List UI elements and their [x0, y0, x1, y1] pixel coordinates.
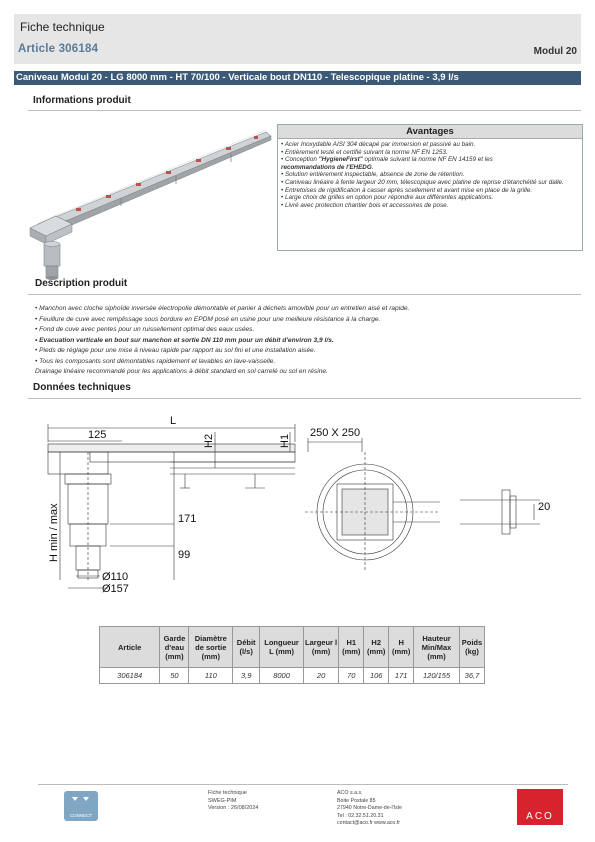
- footer-divider: [38, 784, 568, 785]
- section-divider: [28, 110, 581, 111]
- dim-L: L: [170, 415, 177, 427]
- footer-line: Tel : 02.32.51.20.31: [337, 812, 384, 819]
- advantage-text: optimale suivant la norme NF EN 14159 et les: [364, 156, 493, 164]
- description-line: • Pieds de réglage pour une mise à niveau rapide par rapport au sol fini et une installation aisée.: [35, 347, 316, 354]
- specification-table: [99, 626, 485, 684]
- section-description-heading: Description produit: [35, 278, 128, 289]
- table-cell: 3,9: [233, 668, 260, 684]
- table-row: [100, 668, 485, 684]
- section-info-heading: Informations produit: [33, 95, 131, 106]
- list-item: • Acier Inoxydable AISI 304 décapé par immersion et passivé au bain.: [281, 141, 476, 148]
- footer-line: Fiche technique: [208, 790, 247, 796]
- list-item: • Caniveau linéaire à fente largeur 20 mm, télescopique avec platine de reprise d'étanchéité sur dalle.: [281, 178, 564, 186]
- list-item: • Livré avec protection chantier bois et accessoires de pose.: [281, 201, 449, 209]
- footer-line: SWEG-PIM: [208, 797, 237, 804]
- connect-logo: [64, 791, 98, 821]
- description-line: Drainage linéaire recommandé pour les applications à débit standard en sol carrelé ou sol en résine.: [35, 368, 328, 375]
- dim-H2: H2: [203, 433, 215, 448]
- advantages-box: [277, 124, 583, 251]
- section-divider: [28, 398, 581, 399]
- advantage-bold: recommandations de l'EHEDG: [281, 163, 372, 171]
- advantage-text: Acier Inoxydable AISI 304 décapé par immersion et passivé au bain.: [284, 141, 476, 148]
- footer-document-info: [208, 790, 258, 813]
- dim-top-size: 250 X 250: [310, 427, 361, 439]
- aco-logo: [517, 789, 563, 825]
- table-header: H1 (mm): [339, 627, 364, 668]
- table-cell: 36,7: [459, 668, 484, 684]
- table-cell: 110: [189, 668, 233, 684]
- section-technical-heading: Données techniques: [33, 382, 131, 393]
- table-header: Largeur l (mm): [303, 627, 338, 668]
- product-title-bar: Caniveau Modul 20 - LG 8000 mm - HT 70/100 - Verticale bout DN110 - Telescopique platine - 3,9 l/s: [14, 71, 581, 85]
- advantages-list: [278, 139, 582, 211]
- advantage-text: Solution entièrement inspectable, absence de zone de rétention.: [284, 171, 465, 179]
- description-line: • Feuillure de cuve avec remplissage sous bordure en EPDM posé en usine pour une meilleure résistance à la charge.: [35, 315, 381, 323]
- technical-drawing: [40, 412, 560, 602]
- product-range: Modul 20: [533, 46, 577, 57]
- document-title: Fiche technique: [20, 20, 105, 34]
- connect-logo-text: CONNECT: [69, 813, 93, 818]
- table-cell: 20: [303, 668, 338, 684]
- footer-company-info: [337, 790, 402, 828]
- advantage-text: Entièrement testé et certifié suivant la norme NF EN 1253.: [284, 148, 448, 156]
- dim-hminmax: H min / max: [48, 503, 60, 562]
- dim-157: Ø157: [102, 583, 129, 595]
- footer-line: 27940 Notre-Dame-de-l'Isle: [337, 805, 402, 812]
- description-line: • Evacuation verticale en bout sur manchon et sortie DN 110 mm pour un débit d'environ 3,9 l/s.: [35, 336, 334, 344]
- table-header: Débit (l/s): [233, 627, 260, 668]
- advantage-text: Caniveau linéaire à fente largeur 20 mm, télescopique avec platine de reprise d'étanchéité sur dalle.: [284, 178, 564, 186]
- table-header: Hauteur Min/Max (mm): [414, 627, 460, 668]
- advantage-text: Entretoises de rigidification à casser après scellement et avant mise en place de la grille.: [284, 186, 533, 194]
- advantage-bold: "HygieneFirst": [318, 156, 363, 164]
- footer-line: Boite Postale 85: [337, 797, 376, 804]
- dim-171: 171: [178, 513, 197, 525]
- dim-125: 125: [88, 429, 107, 441]
- table-cell: 106: [364, 668, 389, 684]
- footer-line: contact@aco.fr www.aco.fr: [337, 820, 401, 827]
- list-item: • Large choix de grilles en option pour répondre aux différentes applications.: [281, 194, 494, 202]
- description-line: • Manchon avec cloche siphoïde inversée électropolie démontable et panier à déchets amovible pour un entretien aisé et rapide.: [35, 305, 410, 312]
- dim-99: 99: [178, 549, 191, 561]
- table-header: Garde d'eau (mm): [160, 627, 189, 668]
- description-line: • Tous les composants sont démontables rapidement et lavables en lave-vaisselle.: [35, 357, 276, 365]
- description-line: • Fond de cuve avec pentes pour un ruissellement optimal des eaux usées.: [35, 326, 255, 333]
- table-cell: 120/155: [414, 668, 460, 684]
- table-header: H (mm): [389, 627, 414, 668]
- list-item: • Conception "HygieneFirst" optimale suivant la norme NF EN 14159 et les recommandations de l'EHEDG.: [281, 156, 493, 171]
- description-list: [35, 304, 575, 378]
- table-cell: 306184: [100, 668, 160, 684]
- table-header: Longueur L (mm): [260, 627, 304, 668]
- list-item: • Entièrement testé et certifié suivant la norme NF EN 1253.: [281, 148, 448, 156]
- table-header: Diamètre de sortie (mm): [189, 627, 233, 668]
- dim-110: Ø110: [102, 571, 129, 583]
- header-box: [14, 14, 581, 64]
- dim-H1: H1: [279, 433, 291, 448]
- table-header: Article: [100, 627, 160, 668]
- table-header-row: [100, 627, 485, 668]
- article-number: Article 306184: [18, 43, 99, 55]
- table-cell: 50: [160, 668, 189, 684]
- product-image: [26, 124, 276, 284]
- table-header: Poids (kg): [459, 627, 484, 668]
- table-cell: 171: [389, 668, 414, 684]
- footer-line: ACO s.a.s.: [337, 790, 363, 796]
- section-divider: [28, 294, 581, 295]
- table-header: H2 (mm): [364, 627, 389, 668]
- advantages-title: Avantages: [278, 125, 582, 139]
- advantage-text: Livré avec protection chantier bois et accessoires de pose.: [284, 201, 449, 209]
- dim-20: 20: [538, 501, 551, 513]
- list-item: • Entretoises de rigidification à casser après scellement et avant mise en place de la grille.: [281, 186, 533, 194]
- table-cell: 8000: [260, 668, 304, 684]
- list-item: • Solution entièrement inspectable, absence de zone de rétention.: [281, 171, 465, 179]
- advantage-text: Large choix de grilles en option pour répondre aux différentes applications.: [284, 194, 494, 202]
- table-cell: 70: [339, 668, 364, 684]
- footer-line: Version : 26/08/2024: [208, 805, 259, 812]
- advantage-text: Conception: [284, 156, 319, 164]
- aco-logo-text: ACO: [526, 811, 554, 822]
